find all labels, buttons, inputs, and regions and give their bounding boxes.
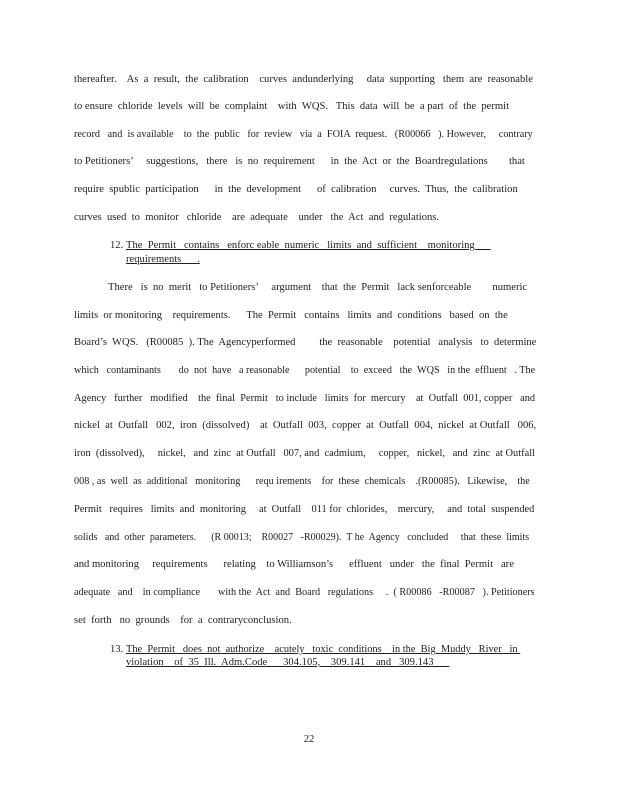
paragraph-2-line-6: nickel at Outfall 002, iron (dissolved) at Outfall 003, copper at Outfall 004, nickel at Outfall 006, — [74, 420, 537, 431]
paragraph-2-line-8: 008 , as well as additional monitoring requ irements for these chemicals .(R00085). Likewise, the — [74, 476, 530, 487]
paragraph-2-line-10: solids and other parameters. (R 00013; R00027 -R00029). T he Agency concluded that these limits — [74, 532, 530, 543]
paragraph-2-line-3: Board’s WQS. (R00085 ). The Agencyperformed the reasonable potential analysis to determine — [74, 337, 537, 348]
paragraph-2-line-1: There is no merit to Petitioners’ argument that the Permit lack senforceable numeric — [108, 282, 528, 293]
paragraph-2-line-2: limits or monitoring requirements. The Permit contains limits and conditions based on the — [74, 310, 508, 321]
paragraph-2-line-7: iron (dissolved), nickel, and zinc at Outfall 007, and cadmium, copper, nickel, and zinc at Outfall — [74, 448, 535, 459]
paragraph-2-line-11: and monitoring requirements relating to Williamson’s effluent under the final Permit are — [74, 559, 514, 570]
heading-12-line-1: The Permit contains enforc eable numeric limits and sufficient monitoring — [126, 240, 491, 251]
paragraph-2-line-5: Agency further modified the final Permit to include limits for mercury at Outfall 001, copper and — [74, 393, 536, 404]
paragraph-1-line-3: record and is available to the public for review via a FOIA request. (R00066 ). However, contrary — [74, 129, 533, 140]
heading-13-line-2: violation of 35 Ill. Adm.Code 304.105, 309.141 and 309.143 — [126, 657, 450, 668]
heading-13-number: 13. — [110, 644, 124, 655]
paragraph-1-line-4: to Petitioners’ suggestions, there is no requirement in the Act or the Boardregulations that — [74, 156, 525, 167]
heading-13-line-1: The Permit does not authorize acutely toxic conditions in the Big Muddy River in — [126, 644, 521, 655]
heading-12-number: 12. — [110, 240, 124, 251]
page-number: 22 — [303, 734, 315, 745]
paragraph-2-line-13: set forth no grounds for a contraryconclusion. — [74, 615, 292, 626]
paragraph-1-line-6: curves used to monitor chloride are adequate under the Act and regulations. — [74, 212, 440, 223]
heading-12-line-2: requirements . — [126, 254, 200, 265]
paragraph-1-line-5: require spublic participation in the development of calibration curves. Thus, the calibration — [74, 184, 518, 195]
paragraph-2-line-4: which contaminants do not have a reasonable potential to exceed the WQS in the effluent . The — [74, 365, 536, 376]
paragraph-2-line-12: adequate and in compliance with the Act and Board regulations . ( R00086 -R00087 ). Petitioners — [74, 587, 535, 598]
paragraph-2-line-9: Permit requires limits and monitoring at Outfall 011 for chlorides, mercury, and total suspended — [74, 504, 535, 515]
paragraph-1-line-1: thereafter. As a result, the calibration curves andunderlying data supporting them are reasonable — [74, 74, 533, 85]
paragraph-1-line-2: to ensure chloride levels will be complaint with WQS. This data will be a part of the permit — [74, 101, 510, 112]
